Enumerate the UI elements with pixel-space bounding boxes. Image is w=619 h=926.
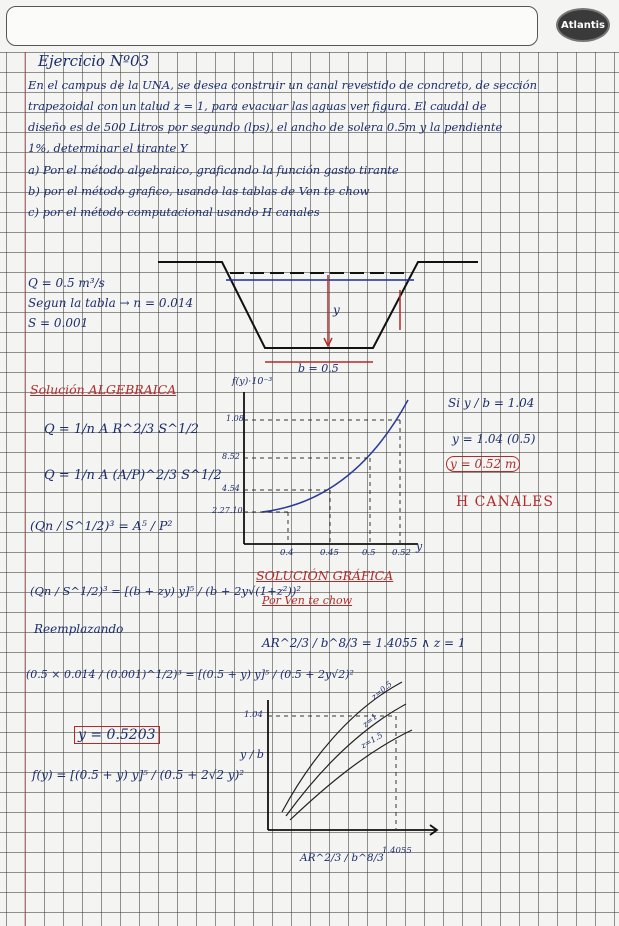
statement-line-1: En el campus de la UNA, se desea construir un canal revestido de concreto, de sección: [28, 78, 538, 92]
fy-xtick-3: 0.5: [362, 548, 376, 558]
fy-ytick-4: 2.27.10: [212, 506, 243, 515]
fy-ytick-3: 4.54: [222, 484, 240, 493]
fy-ytick-1: 1.08: [226, 414, 244, 423]
fy-ytick-2: 8.52: [222, 452, 240, 461]
given-n: Segun la tabla → n = 0.014: [28, 296, 194, 310]
given-s: S = 0.001: [28, 316, 89, 330]
ventechow-ylabel: y / b: [240, 748, 264, 761]
ratio-result: y = 0.52 m: [446, 456, 520, 472]
algebraic-result: y = 0.5203: [74, 726, 160, 744]
statement-line-2: trapezoidal con un talud z = 1, para evacuar las aguas ver figura. El caudal de: [28, 99, 487, 113]
graphic-heading: SOLUCIÓN GRÁFICA: [256, 568, 394, 583]
equation-manning: Q = 1/n A R^2/3 S^1/2: [44, 422, 199, 437]
statement-line-a: a) Por el método algebraico, graficando la función gasto tirante: [28, 163, 399, 177]
base-label: b = 0.5: [298, 362, 339, 375]
fy-xtick-4: 0.52: [392, 548, 411, 558]
fy-xtick-2: 0.45: [320, 548, 339, 558]
equation-replaced: (0.5 × 0.014 / (0.001)^1/2)³ = [(0.5 + y) y]⁵ / (0.5 + 2y√2)²: [26, 668, 354, 681]
statement-line-c: c) por el método computacional usando H canales: [28, 205, 320, 219]
depth-label: y: [333, 303, 340, 317]
graphic-subheading: Por Ven te chow: [262, 594, 353, 607]
ventechow-xtick: 1.4055: [382, 846, 412, 856]
ratio-line-2: y = 1.04 (0.5): [452, 432, 536, 446]
ratio-line-1: Si y / b = 1.04: [448, 396, 535, 410]
curve-label-z05: z=0.5: [369, 679, 394, 702]
curve-label-z1: z=1: [360, 711, 380, 730]
function-fy: f(y) = [(0.5 + y) y]⁵ / (0.5 + 2√2 y)²: [32, 768, 245, 782]
ventechow-ytick: 1.04: [244, 710, 263, 720]
graphic-equation: AR^2/3 / b^8/3 = 1.4055 ∧ z = 1: [262, 636, 466, 650]
statement-line-b: b) por el método grafico, usando las tablas de Ven te chow: [28, 184, 370, 198]
given-q: Q = 0.5 m³/s: [28, 276, 105, 290]
fy-xtick-1: 0.4: [280, 548, 294, 558]
equation-section-factor: (Qn / S^1/2)³ = A⁵ / P²: [30, 518, 173, 533]
fy-graph-ylabel: f(y)·10⁻³: [232, 376, 273, 387]
equation-trapezoid: (Qn / S^1/2)³ = [(b + zy) y]⁵ / (b + 2y√(1+z²))²: [30, 584, 301, 598]
atlantis-logo: Atlantis: [556, 8, 610, 42]
ventechow-xlabel: AR^2/3 / b^8/3: [300, 852, 384, 864]
algebraic-heading: Solución ALGEBRAICA: [30, 382, 177, 397]
exercise-title: Ejercicio Nº03: [38, 52, 150, 70]
statement-line-4: 1%, determinar el tirante Y: [28, 141, 188, 155]
hcanales-label: H CANALES: [456, 494, 554, 510]
equation-manning-expanded: Q = 1/n A (A/P)^2/3 S^1/2: [44, 468, 222, 483]
curve-label-z15: z=1.5: [359, 730, 385, 751]
statement-line-3: diseño es de 500 Litros por segundo (lps), el ancho de solera 0.5m y la pendiente: [28, 120, 503, 134]
fy-graph-xlabel: y: [416, 540, 423, 553]
replace-label: Reemplazando: [34, 622, 124, 636]
